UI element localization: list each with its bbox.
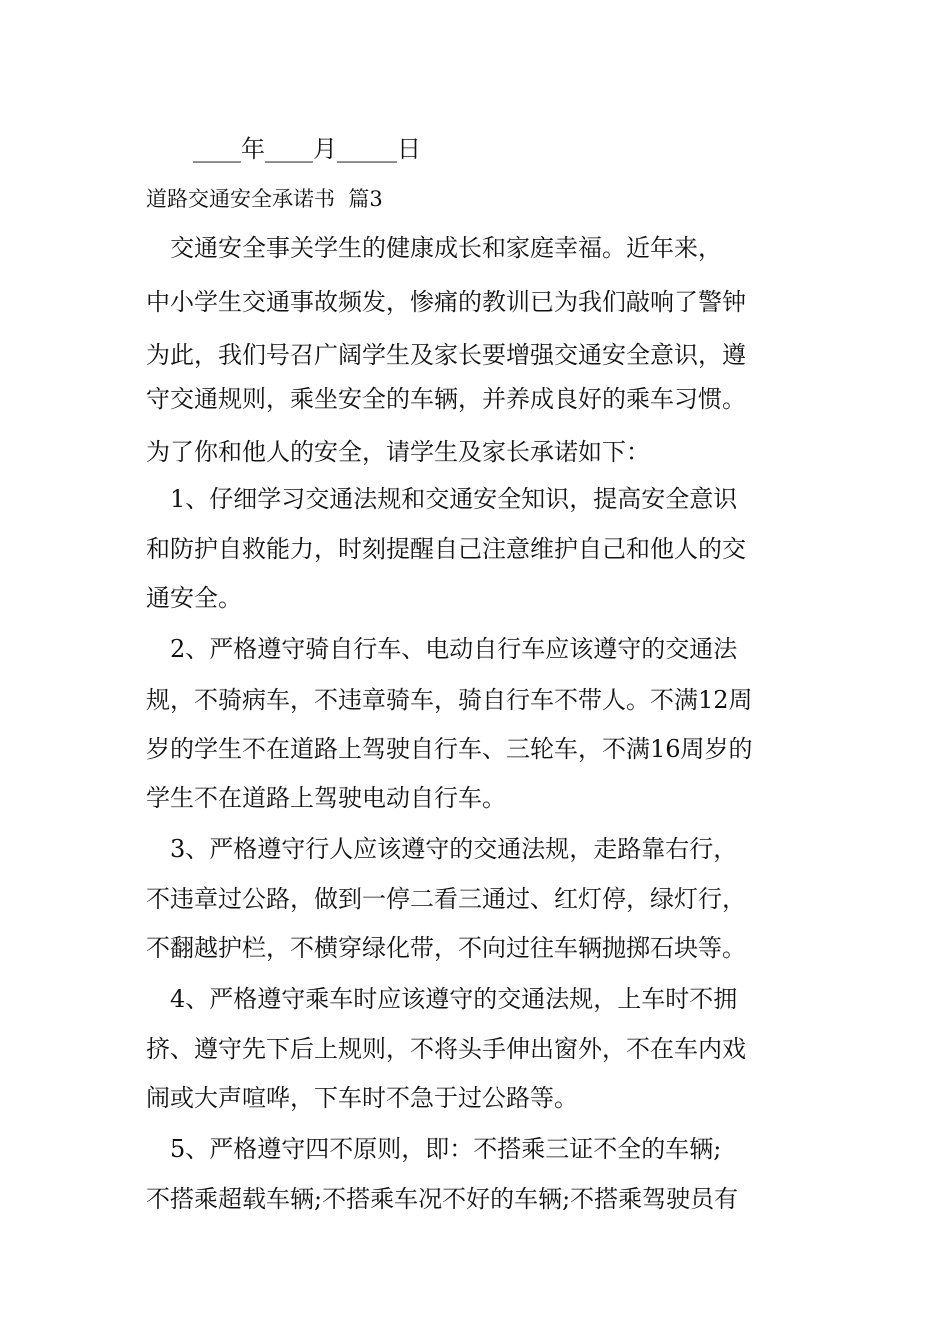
paragraph-line: 守交通规则，乘坐安全的车辆，并养成良好的乘车习惯。: [146, 385, 746, 413]
paragraph-line: 不搭乘超载车辆;不搭乘车况不好的车辆;不搭乘驾驶员有: [146, 1185, 739, 1213]
paragraph-line: 4、严格遵守乘车时应该遵守的交通法规，上车时不拥: [146, 985, 738, 1013]
date-line: ____年____月_____日: [193, 135, 421, 163]
paragraph-line: 挤、遵守先下后上规则，不将头手伸出窗外，不在车内戏: [146, 1035, 746, 1063]
document-title: 道路交通安全承诺书 篇3: [146, 187, 383, 211]
paragraph-line: 规，不骑病车，不违章骑车，骑自行车不带人。不满12周: [146, 686, 753, 714]
paragraph-line: 2、严格遵守骑自行车、电动自行车应该遵守的交通法: [146, 635, 738, 663]
paragraph-line: 和防护自救能力，时刻提醒自己注意维护自己和他人的交: [146, 535, 746, 563]
paragraph-line: 通安全。: [146, 584, 242, 612]
paragraph-line: 不翻越护栏，不横穿绿化带，不向过往车辆抛掷石块等。: [146, 934, 746, 962]
paragraph-line: 中小学生交通事故频发，惨痛的教训已为我们敲响了警钟: [146, 288, 746, 316]
paragraph-line: 3、严格遵守行人应该遵守的交通法规，走路靠右行，: [146, 835, 738, 863]
paragraph-line: 为此，我们号召广阔学生及家长要增强交通安全意识，遵: [146, 341, 746, 369]
paragraph-line: 闹或大声喧哗，下车时不急于过公路等。: [146, 1084, 578, 1112]
paragraph-line: 1、仔细学习交通法规和交通安全知识，提高安全意识: [146, 485, 738, 513]
paragraph-line: 岁的学生不在道路上驾驶自行车、三轮车，不满16周岁的: [146, 735, 753, 763]
paragraph-line: 5、严格遵守四不原则，即：不搭乘三证不全的车辆;: [146, 1135, 722, 1163]
paragraph-line: 不违章过公路，做到一停二看三通过、红灯停，绿灯行，: [146, 885, 746, 913]
paragraph-line: 为了你和他人的安全，请学生及家长承诺如下：: [146, 438, 650, 466]
paragraph-line: 交通安全事关学生的健康成长和家庭幸福。近年来，: [146, 234, 722, 262]
paragraph-line: 学生不在道路上驾驶电动自行车。: [146, 784, 506, 812]
